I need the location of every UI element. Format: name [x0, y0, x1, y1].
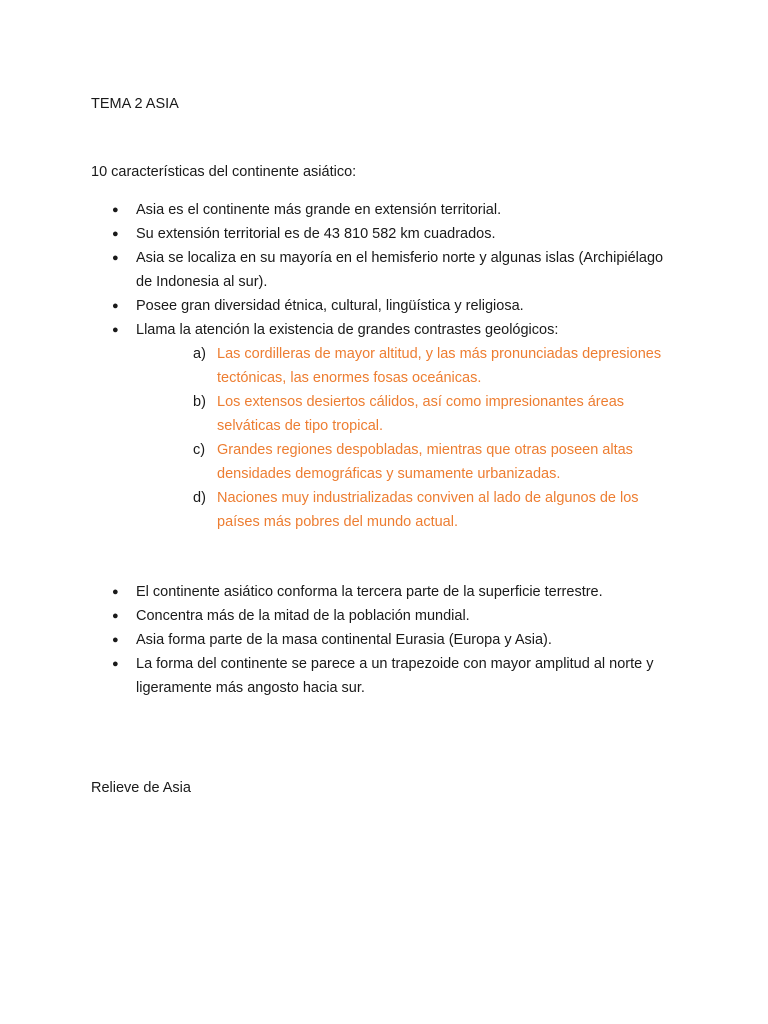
bullet-icon: ● — [112, 252, 119, 264]
bullet-icon: ● — [112, 324, 119, 336]
list-item-text: La forma del continente se parece a un trapezoide con mayor amplitud al norte y ligeramente más angosto hacia sur. — [136, 656, 654, 696]
sublist-item — [193, 342, 672, 390]
list-item-text: Asia forma parte de la masa continental Eurasia (Europa y Asia). — [136, 632, 552, 648]
section-heading: Relieve de Asia — [91, 780, 191, 796]
list-item — [112, 652, 672, 700]
sublist-marker: c) — [193, 442, 206, 458]
geological-contrasts-sublist — [136, 342, 672, 534]
sublist-item — [193, 390, 672, 438]
list-item-text: Asia se localiza en su mayoría en el hemisferio norte y algunas islas (Archipiélago de Indonesia al sur). — [136, 250, 664, 290]
additional-characteristics-list — [112, 580, 672, 700]
bullet-icon: ● — [112, 658, 119, 670]
sublist-marker: d) — [193, 490, 206, 506]
bullet-icon: ● — [112, 228, 119, 240]
list-item — [112, 580, 672, 604]
sublist-marker: a) — [193, 346, 206, 362]
list-item — [112, 198, 672, 222]
bullet-icon: ● — [112, 610, 119, 622]
list-item-text: Posee gran diversidad étnica, cultural, lingüística y religiosa. — [136, 298, 524, 314]
sublist-item-text: Las cordilleras de mayor altitud, y las más pronunciadas depresiones tectónicas, las enormes fosas oceánicas. — [217, 346, 662, 386]
sublist-marker: b) — [193, 394, 206, 410]
list-item-text: El continente asiático conforma la tercera parte de la superficie terrestre. — [136, 584, 603, 600]
sublist-item — [193, 438, 672, 486]
list-item-text: Su extensión territorial es de 43 810 582 km cuadrados. — [136, 226, 496, 242]
bullet-icon: ● — [112, 634, 119, 646]
bullet-icon: ● — [112, 204, 119, 216]
intro-text: 10 características del continente asiático: — [91, 164, 357, 180]
list-item — [112, 604, 672, 628]
list-item-text: Asia es el continente más grande en extensión territorial. — [136, 202, 502, 218]
list-item-text: Llama la atención la existencia de grandes contrastes geológicos: — [136, 322, 559, 338]
list-item — [112, 294, 672, 318]
list-item — [112, 628, 672, 652]
list-item — [112, 246, 672, 294]
list-item — [112, 222, 672, 246]
sublist-item — [193, 486, 672, 534]
list-item — [112, 318, 672, 534]
list-item-text: Concentra más de la mitad de la población mundial. — [136, 608, 470, 624]
characteristics-list — [112, 198, 672, 534]
document-title: TEMA 2 ASIA — [91, 96, 179, 112]
bullet-icon: ● — [112, 300, 119, 312]
sublist-item-text: Los extensos desiertos cálidos, así como impresionantes áreas selváticas de tipo tropical. — [217, 394, 625, 434]
sublist-item-text: Grandes regiones despobladas, mientras que otras poseen altas densidades demográficas y sumamente urbanizadas. — [217, 442, 633, 482]
bullet-icon: ● — [112, 586, 119, 598]
sublist-item-text: Naciones muy industrializadas conviven al lado de algunos de los países más pobres del mundo actual. — [217, 490, 639, 530]
